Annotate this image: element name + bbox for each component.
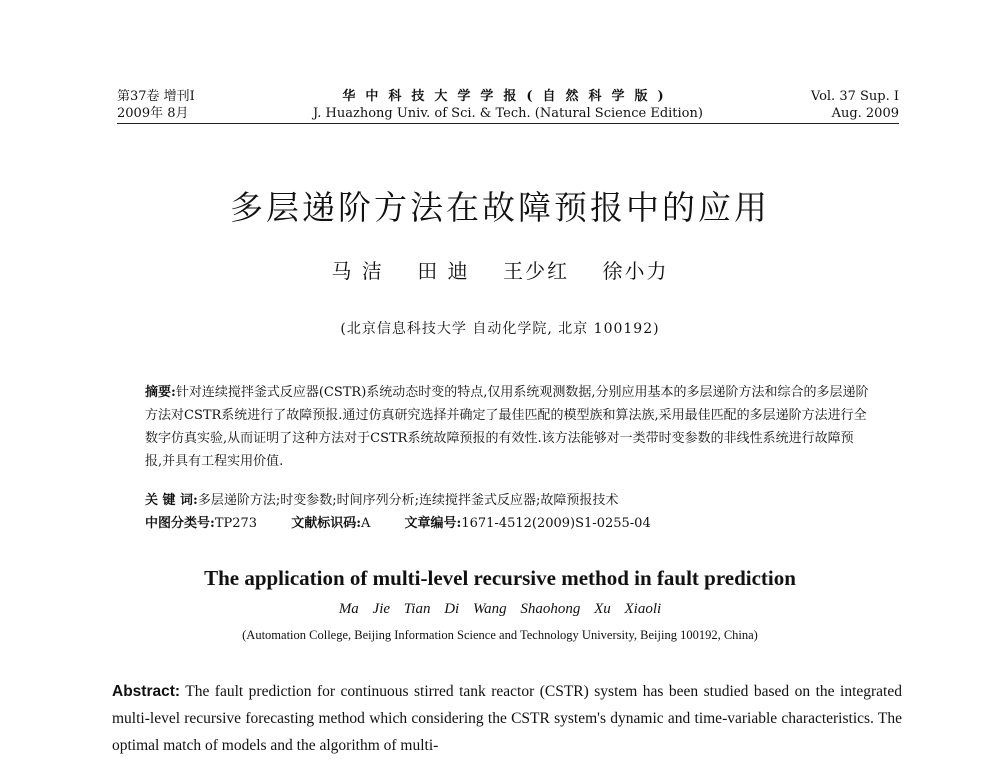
keywords-label: 关 键 词: — [145, 493, 198, 508]
abstract-cn — [145, 381, 870, 473]
journal-name-en: J. Huazhong Univ. of Sci. & Tech. (Natural Science Edition) — [313, 106, 703, 121]
doc-label: 文献标识码: — [291, 516, 361, 531]
authors-en: Ma Jie Tian Di Wang Shaohong Xu Xiaoli — [338, 601, 662, 617]
article-label: 文章编号: — [404, 516, 462, 531]
abstract-cn-text: 针对连续搅拌釜式反应器(CSTR)系统动态时变的特点,仅用系统观测数据,分别应用基本的多层递阶方法和综合的多层递阶方法对CSTR系统进行了故障预报.通过仿真研究选择并确定了最佳匹配的模型族和算法族,采用最佳匹配的多层递阶方法进行全数字仿真实验,从而证明了这种方法对于CSTR系统故障预报的有效性.该方法能够对一类带时变参数的非线性系统进行故障预报,并具有工程实用价值. — [145, 385, 869, 469]
paper-title-cn: 多层递阶方法在故障预报中的应用 — [230, 188, 770, 227]
document-code — [291, 516, 370, 531]
keywords-text: 多层递阶方法;时变参数;时间序列分析;连续搅拌釜式反应器;故障预报技术 — [197, 493, 619, 508]
date-line-en: Aug. 2009 — [831, 106, 899, 121]
date-line: 2009年 8月 — [117, 106, 189, 121]
author-cn: 徐小力 — [602, 259, 669, 283]
author-cn: 田 迪 — [417, 259, 470, 283]
article-number — [405, 516, 651, 531]
journal-volume-info-en — [811, 88, 899, 122]
affiliation-en: (Automation College, Beijing Information Science and Technology University, Beijing 100192, China) — [242, 628, 758, 642]
authors-cn — [0, 255, 1000, 284]
affiliation-cn: (北京信息科技大学 自动化学院, 北京 100192) — [340, 321, 660, 337]
journal-name — [117, 88, 899, 122]
clc-label: 中图分类号: — [145, 516, 215, 531]
header-rule — [117, 123, 899, 124]
volume-line: 第37卷 增刊Ⅰ — [117, 89, 195, 104]
author-cn: 马 洁 — [331, 259, 384, 283]
running-header — [117, 88, 899, 124]
clc-number — [145, 516, 257, 531]
paper-title-en: The application of multi-level recursive method in fault prediction — [204, 566, 796, 590]
keywords-cn — [145, 491, 870, 511]
doc-value: A — [361, 516, 371, 531]
abstract-en — [112, 678, 902, 759]
author-cn: 王少红 — [503, 259, 570, 283]
abstract-en-label: Abstract: — [112, 683, 181, 700]
classification-line — [145, 514, 870, 534]
article-value: 1671-4512(2009)S1-0255-04 — [461, 516, 651, 531]
journal-name-cn: 华中科技大学学报(自然科学版) — [342, 89, 674, 104]
volume-line-en: Vol. 37 Sup. Ⅰ — [810, 89, 899, 104]
abstract-en-text: The fault prediction for continuous stirred tank reactor (CSTR) system has been studied based on the integrated multi-level recursive forecasting method which considering the CSTR system's dynamic and time-variable characteristics. The optimal match of models and the algorithm of multi- — [112, 683, 902, 754]
clc-value: TP273 — [214, 516, 258, 531]
abstract-cn-label: 摘要: — [145, 385, 176, 400]
